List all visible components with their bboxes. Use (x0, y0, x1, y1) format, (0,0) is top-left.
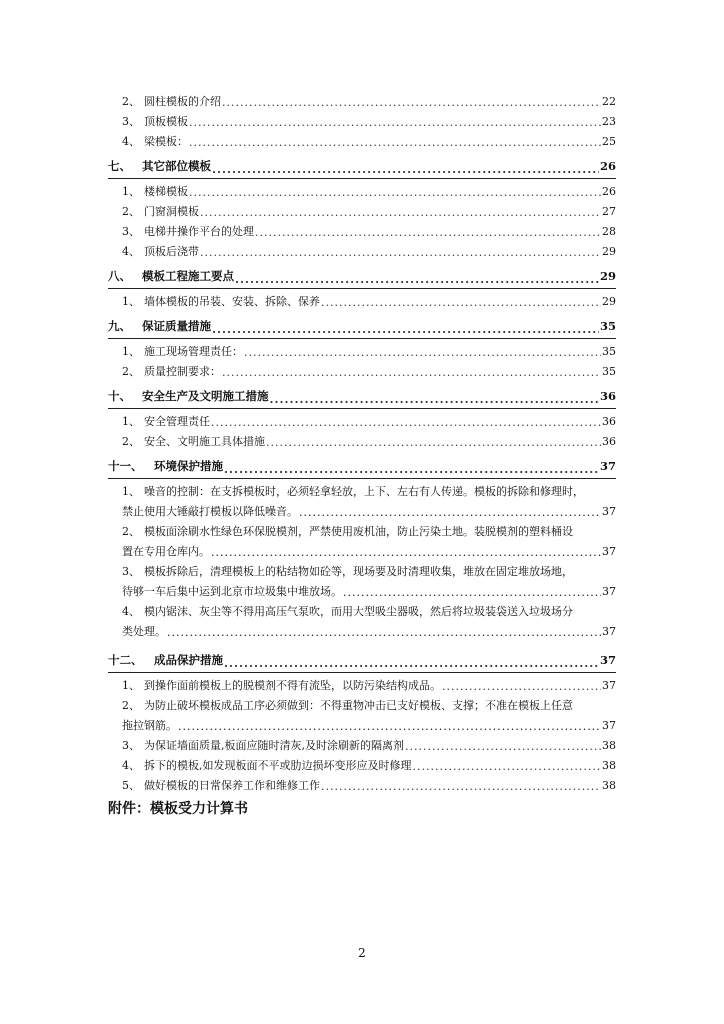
toc-entry-multiline[interactable] (108, 522, 616, 562)
toc-entry[interactable] (108, 676, 616, 696)
toc-entry-multiline[interactable] (108, 696, 616, 736)
toc-entry-number: 3、 (122, 739, 140, 752)
dot-leader (413, 758, 602, 776)
dot-leader (270, 390, 599, 408)
toc-entry[interactable] (108, 756, 616, 776)
table-of-contents (108, 92, 616, 820)
toc-section-page: 37 (599, 459, 616, 473)
toc-section-title: 安全生产及文明施工措施 (142, 389, 269, 403)
toc-entry-number: 3、 (122, 115, 140, 128)
dot-leader (211, 414, 601, 432)
toc-entry-title: 做好模板的日常保养工作和维修工作 (144, 779, 320, 792)
toc-entry-number: 4、 (122, 135, 140, 148)
toc-entry-title: 电梯井操作平台的处理 (144, 225, 254, 238)
toc-entry[interactable] (108, 242, 616, 262)
toc-entry[interactable] (108, 776, 616, 796)
dot-leader (224, 460, 599, 478)
toc-entry-number: 1、 (122, 415, 140, 428)
dot-leader (222, 94, 601, 112)
toc-entry-title-line1: 模板拆除后，清理模板上的粘结物如砼等，现场要及时清理收集，堆放在固定堆放场地， (144, 565, 573, 578)
toc-entry[interactable] (108, 202, 616, 222)
section-rule (108, 672, 616, 673)
toc-entry[interactable] (108, 736, 616, 756)
toc-entry-number: 2、 (122, 435, 140, 448)
toc-entry-multiline[interactable] (108, 602, 616, 642)
toc-section-number: 八、 (108, 269, 131, 283)
toc-entry-title: 墙体模板的吊装、安装、拆除、保养 (144, 295, 320, 308)
toc-entry-title: 安全、文明施工具体措施 (144, 435, 265, 448)
toc-entry-title: 拆下的模板,如发现板面不平或肋边损坏变形应及时修理 (144, 759, 412, 772)
toc-entry-page: 37 (602, 625, 616, 638)
section-rule (108, 338, 616, 339)
toc-entry-number: 1、 (122, 679, 140, 692)
toc-entry[interactable] (108, 432, 616, 452)
appendix-heading[interactable]: 附件：模板受力计算书 (108, 801, 248, 817)
toc-entry-page: 23 (602, 115, 616, 128)
toc-entry-page: 36 (602, 435, 616, 448)
toc-entry-title: 质量控制要求： (144, 365, 221, 378)
toc-entry-number: 1、 (122, 185, 140, 198)
toc-entry[interactable] (108, 342, 616, 362)
toc-entry-page: 37 (602, 679, 616, 692)
toc-entry-page: 38 (602, 779, 616, 792)
section-rule (108, 408, 616, 409)
dot-leader (299, 504, 601, 522)
toc-section-number: 十一、 (108, 459, 143, 473)
toc-entry[interactable] (108, 112, 616, 132)
dot-leader (244, 344, 601, 362)
toc-entry-title: 到操作面前模板上的脱模剂不得有流坠，以防污染结构成品。 (144, 679, 441, 692)
toc-entry-title: 顶板后浇带 (144, 245, 199, 258)
toc-entry[interactable] (108, 412, 616, 432)
dot-leader (255, 224, 601, 242)
dot-leader (321, 294, 601, 312)
toc-section-number: 七、 (108, 159, 131, 173)
dot-leader (212, 320, 599, 338)
toc-entry-number: 4、 (122, 759, 140, 772)
toc-entry-page: 35 (602, 365, 616, 378)
toc-entry-page: 29 (602, 295, 616, 308)
toc-entry-number: 1、 (122, 345, 140, 358)
toc-entry-title: 顶板模板 (144, 115, 188, 128)
toc-section-heading[interactable] (108, 154, 616, 178)
toc-entry-title-line2: 待够一车后集中运到北京市垃圾集中堆放场。 (122, 585, 342, 598)
dot-leader (442, 678, 601, 696)
toc-section-page: 35 (599, 319, 616, 333)
toc-section-number: 九、 (108, 319, 131, 333)
toc-entry-number: 2、 (122, 95, 140, 108)
toc-entry-number: 4、 (122, 245, 140, 258)
dot-leader (167, 624, 601, 642)
toc-entry-multiline[interactable] (108, 482, 616, 522)
toc-entry-page: 22 (602, 95, 616, 108)
section-rule (108, 478, 616, 479)
dot-leader (178, 718, 601, 736)
toc-entry-number: 4、 (122, 605, 140, 618)
toc-entry-number: 3、 (122, 225, 140, 238)
dot-leader (222, 364, 601, 382)
toc-entry-title: 为保证墙面质量,板面应随时清灰,及时涂刷新的隔离剂 (144, 739, 404, 752)
toc-section-page: 26 (599, 159, 616, 173)
section-rule (108, 178, 616, 179)
dot-leader (405, 738, 601, 756)
section-rule (108, 288, 616, 289)
toc-section-heading[interactable] (108, 264, 616, 288)
dot-leader (321, 778, 601, 796)
toc-entry-page: 38 (602, 739, 616, 752)
toc-entry[interactable] (108, 92, 616, 112)
toc-section-title: 其它部位模板 (142, 159, 211, 173)
dot-leader (235, 270, 599, 288)
toc-entry-number: 5、 (122, 779, 140, 792)
toc-entry-title: 楼梯模板 (144, 185, 188, 198)
toc-entry-title-line2: 禁止使用大锤敲打模板以降低噪音。 (122, 505, 298, 518)
toc-entry[interactable] (108, 132, 616, 152)
toc-entry-number: 2、 (122, 205, 140, 218)
toc-entry-title-line2: 类处理。 (122, 625, 166, 638)
toc-entry-title-line1: 模内锯沫、灰尘等不得用高压气泵吹，而用大型吸尘器吸，然后将垃圾装袋送入垃圾场分 (144, 605, 573, 618)
toc-section-number: 十二、 (108, 653, 143, 667)
toc-entry[interactable] (108, 362, 616, 382)
dot-leader (200, 244, 601, 262)
toc-entry-title-line2: 置在专用仓库内。 (122, 545, 210, 558)
dot-leader (189, 114, 601, 132)
toc-entry-page: 37 (602, 505, 616, 518)
dot-leader (212, 160, 599, 178)
toc-entry-title-line2: 拖拉钢筋。 (122, 719, 177, 732)
toc-entry-number: 2、 (122, 525, 140, 538)
toc-entry-page: 29 (602, 245, 616, 258)
toc-section-page: 29 (599, 269, 616, 283)
toc-entry-title: 施工现场管理责任： (144, 345, 243, 358)
toc-entry-page: 35 (602, 345, 616, 358)
toc-section-heading[interactable] (108, 314, 616, 338)
toc-entry[interactable] (108, 222, 616, 242)
dot-leader (343, 584, 601, 602)
toc-entry-number: 2、 (122, 365, 140, 378)
toc-entry-title-line1: 噪音的控制：在支拆模板时，必须轻拿轻放，上下、左右有人传递。模板的拆除和修理时， (144, 485, 584, 498)
toc-entry-page: 26 (602, 185, 616, 198)
toc-entry-title-line1: 模板面涂刷水性绿色环保脱模剂，严禁使用废机油，防止污染土地。装脱模剂的塑料桶设 (144, 525, 573, 538)
toc-entry-number: 2、 (122, 699, 140, 712)
dot-leader (224, 654, 599, 672)
dot-leader (189, 184, 601, 202)
toc-entry-page: 36 (602, 415, 616, 428)
dot-leader (189, 134, 601, 152)
toc-entry-page: 37 (602, 585, 616, 598)
toc-section-title: 模板工程施工要点 (142, 269, 234, 283)
toc-section-page: 36 (599, 389, 616, 403)
toc-section-page: 37 (599, 653, 616, 667)
toc-entry-number: 1、 (122, 295, 140, 308)
dot-leader (266, 434, 601, 452)
toc-entry-title: 安全管理责任 (144, 415, 210, 428)
toc-entry-page: 38 (602, 759, 616, 772)
toc-entry-multiline[interactable] (108, 562, 616, 602)
toc-entry-number: 1、 (122, 485, 140, 498)
toc-section-title: 环境保护措施 (154, 459, 223, 473)
toc-section-number: 十、 (108, 389, 131, 403)
toc-section-heading[interactable] (108, 454, 616, 478)
toc-section-heading[interactable] (108, 648, 616, 672)
page-number: 2 (358, 946, 366, 960)
toc-section-title: 成品保护措施 (154, 653, 223, 667)
toc-entry-page: 37 (602, 545, 616, 558)
toc-entry[interactable] (108, 292, 616, 312)
toc-entry-number: 3、 (122, 565, 140, 578)
toc-section-title: 保证质量措施 (142, 319, 211, 333)
toc-entry-page: 37 (602, 719, 616, 732)
toc-entry[interactable] (108, 182, 616, 202)
toc-entry-title: 圆柱模板的介绍 (144, 95, 221, 108)
dot-leader (200, 204, 601, 222)
toc-entry-title-line1: 为防止破坏模板成品工序必须做到：不得重物冲击已支好模板、支撑；不准在模板上任意 (144, 699, 573, 712)
toc-section-heading[interactable] (108, 384, 616, 408)
toc-entry-page: 28 (602, 225, 616, 238)
toc-entry-title: 门窗洞模板 (144, 205, 199, 218)
dot-leader (211, 544, 601, 562)
toc-entry-title: 梁模板： (144, 135, 188, 148)
toc-entry-page: 25 (602, 135, 616, 148)
toc-entry-page: 27 (602, 205, 616, 218)
